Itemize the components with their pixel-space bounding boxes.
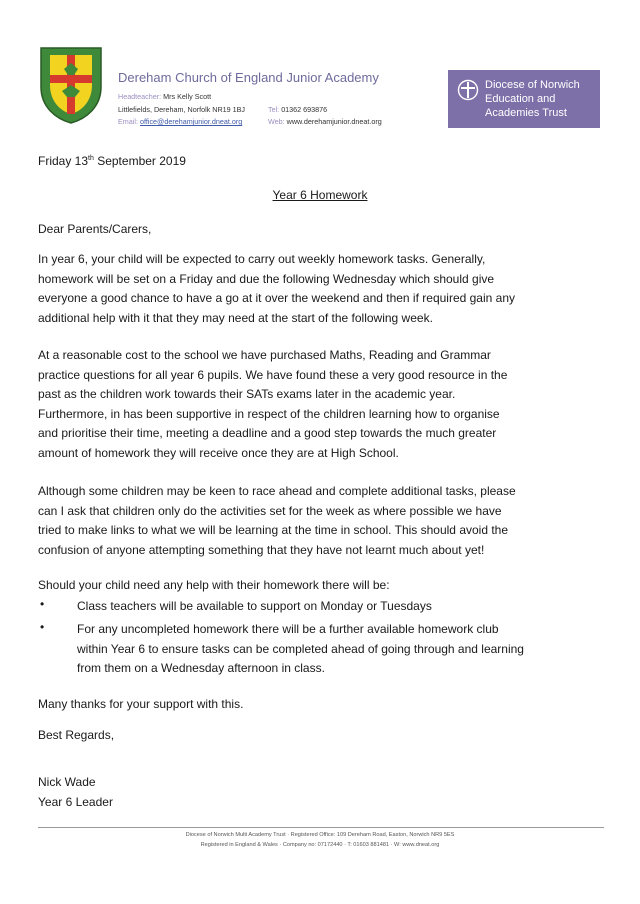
paragraph-1 [38,250,608,328]
bullet-marker: • [40,597,45,611]
tel-number: 01362 693876 [281,105,328,114]
paragraph-line: additional help with it that they may need at the start of the following week. [38,310,433,325]
bullet-item-2 [77,620,607,679]
bullet-line: Class teachers will be available to support on Monday or Tuesdays [77,599,432,613]
paragraph-2 [38,346,608,463]
paragraph-line: past as the children work towards their SATs exams later in the academic year. [38,387,456,401]
headteacher-name: Mrs Kelly Scott [163,92,212,101]
email-line [118,117,242,126]
date-rest: September 2019 [93,154,186,168]
school-address: Littlefields, Dereham, Norfolk NR19 1BJ [118,105,246,114]
paragraph-3 [38,482,608,560]
date-day: Friday 13 [38,154,89,168]
diocese-logo [448,70,600,128]
letter-date [38,154,186,168]
bullet-marker: • [40,620,45,634]
headteacher-line [118,92,211,101]
web-line [268,117,382,126]
headteacher-label: Headteacher: [118,92,162,101]
paragraph-line: tried to make links to what we will be learning at the time in school. This should avoid the [38,523,509,537]
footer-divider [38,827,604,828]
sign-off: Best Regards, [38,728,115,742]
paragraph-line: homework will be set on a Friday and due the following Wednesday which should give [38,271,495,286]
help-intro: Should your child need any help with their homework there will be: [38,578,390,592]
bullet-line: within Year 6 to ensure tasks can be completed ahead of going through and learning [77,641,524,656]
diocese-line-1: Diocese of Norwich [485,79,580,91]
diocese-cross-icon [457,79,479,101]
email-label: Email: [118,117,138,126]
diocese-line-2: Education and [485,93,556,105]
letter-title: Year 6 Homework [272,188,368,202]
web-label: Web: [268,117,285,126]
web-address: www.derehamjunior.dneat.org [286,117,382,126]
paragraph-line: In year 6, your child will be expected to carry out weekly homework tasks. Generally, [38,252,486,266]
bullet-line: For any uncompleted homework there will be a further available homework club [77,622,499,636]
email-link[interactable]: office@derehamjunior.dneat.org [139,117,243,126]
paragraph-line: At a reasonable cost to the school we have purchased Maths, Reading and Grammar [38,348,491,362]
paragraph-line: amount of homework they will receive once they are at High School. [38,445,399,460]
signatory-role: Year 6 Leader [38,795,113,809]
school-name: Dereham Church of England Junior Academy [118,70,379,85]
school-crest-icon [38,45,104,125]
bullet-line: from them on a Wednesday afternoon in class. [77,661,325,675]
paragraph-line: everyone a good chance to have a go at it over the weekend and then if required gain any [38,291,515,305]
paragraph-line: confusion of anyone attempting something that they have not learnt much about yet! [38,542,485,557]
footer-line-1: Diocese of Norwich Multi Academy Trust · Registered Office: 109 Dereham Road, Easton, Norwich NR9 5ES [185,832,455,838]
salutation: Dear Parents/Carers, [38,222,152,236]
address-line [118,105,245,114]
paragraph-line: Furthermore, in has been supportive in respect of the children learning how to organise [38,406,500,421]
date-suffix: th [88,155,94,162]
bullet-item-1 [77,597,607,617]
footer-line-2: Registered in England & Wales · Company no: 07172440 · T: 01603 881481 · W: www.dneat.org [200,842,440,848]
diocese-name [485,78,580,120]
paragraph-line: can I ask that children only do the activities set for the week as where possible we have [38,503,502,518]
tel-label: Tel: [268,105,280,114]
paragraph-line: Although some children may be keen to race ahead and complete additional tasks, please [38,484,516,498]
thanks-line: Many thanks for your support with this. [38,697,244,711]
diocese-line-3: Academies Trust [485,107,567,119]
paragraph-line: and prioritise their time, meeting a deadline and a good step towards the much greater [38,426,497,440]
signatory-name: Nick Wade [38,775,96,789]
tel-line [268,105,327,114]
paragraph-line: practice questions for all year 6 pupils. We have found these a very good resource in the [38,367,508,382]
